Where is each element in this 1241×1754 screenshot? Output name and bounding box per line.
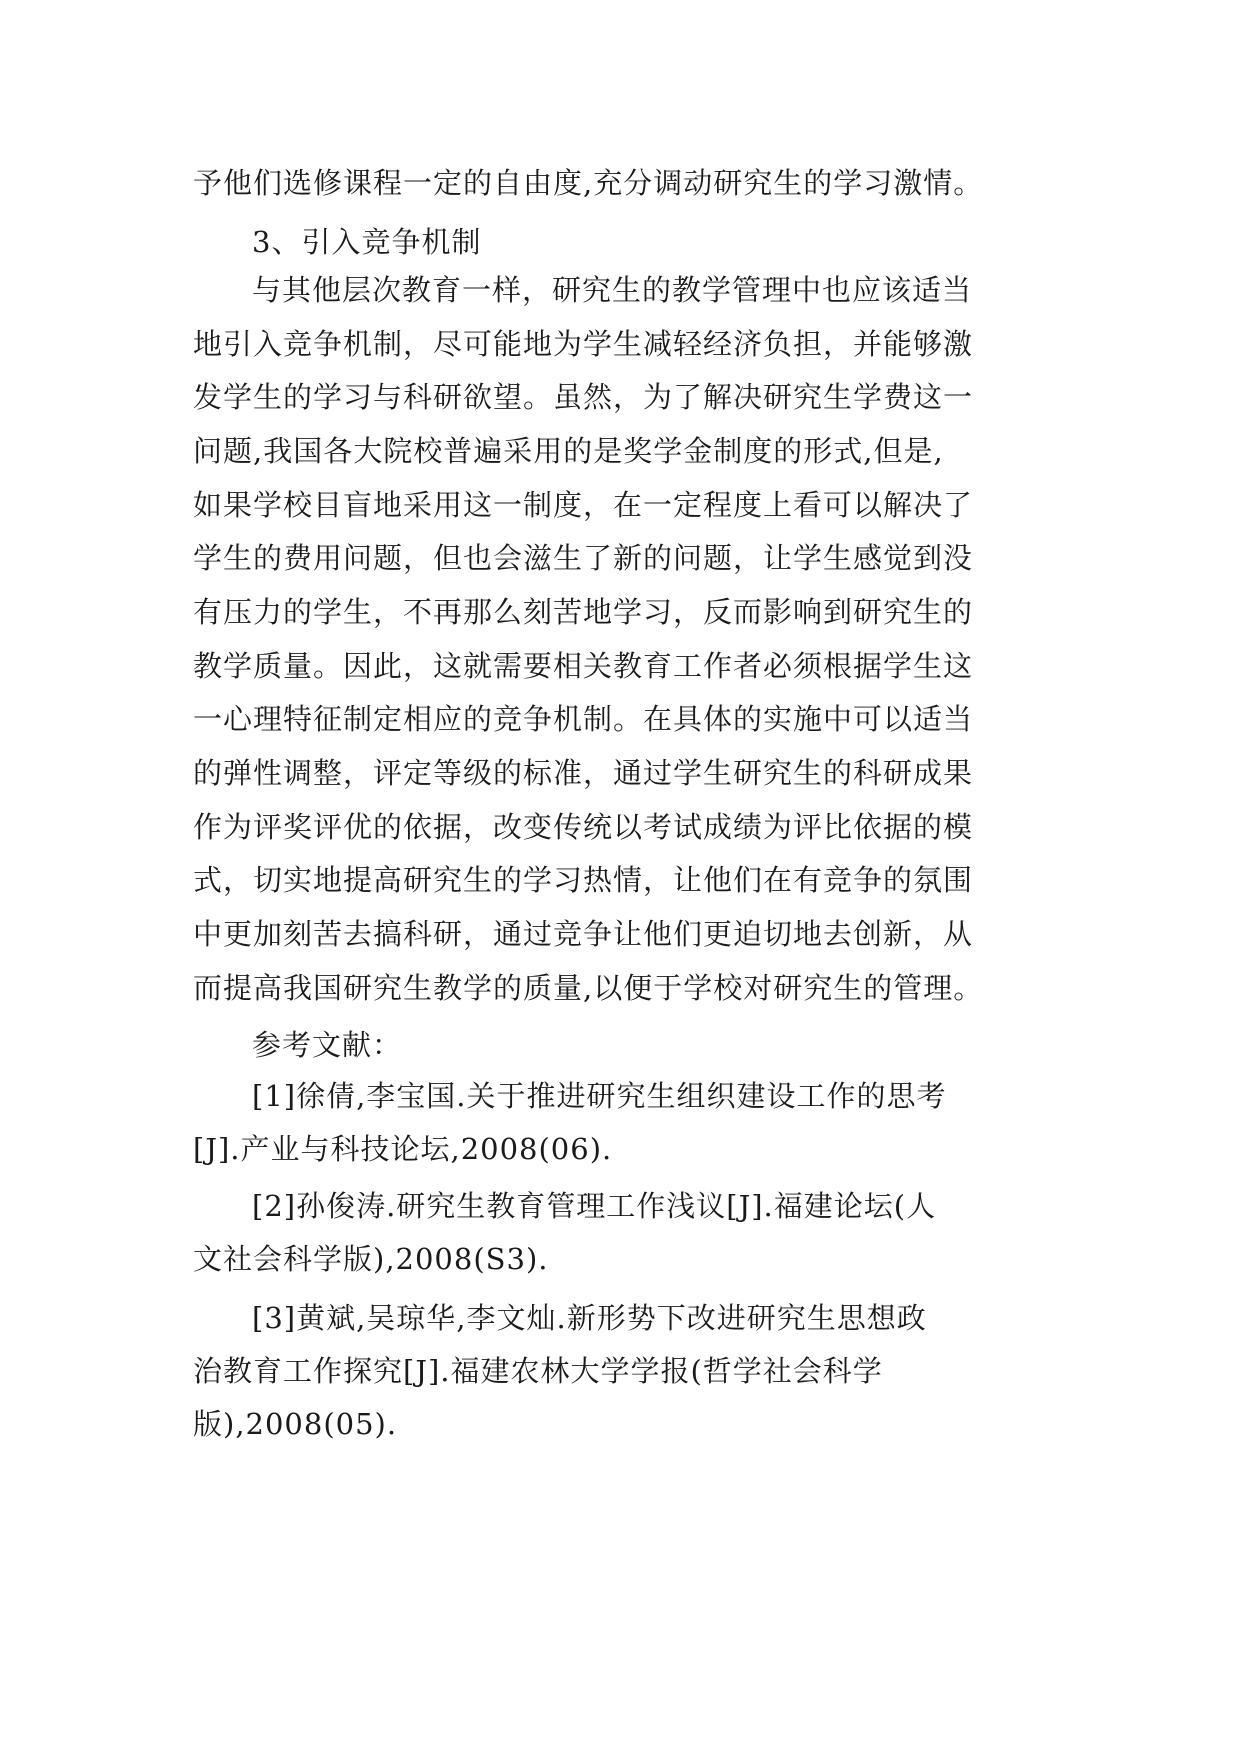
body-line: 教学质量。因此，这就需要相关教育工作者必须根据学生这 <box>193 649 974 683</box>
body-line: 中更加刻苦去搞科研，通过竞争让他们更迫切地去创新，从 <box>193 917 974 951</box>
reference-line: 版),2008(05). <box>193 1407 398 1441</box>
reference-line: [1]徐倩,李宝国.关于推进研究生组织建设工作的思考 <box>252 1079 947 1113</box>
body-line: 与其他层次教育一样，研究生的教学管理中也应该适当 <box>252 273 973 307</box>
reference-line: [2]孙俊涛.研究生教育管理工作浅议[J].福建论坛(人 <box>252 1189 937 1223</box>
body-line: 而提高我国研究生教学的质量,以便于学校对研究生的管理。 <box>193 971 984 1005</box>
reference-line: 文社会科学版),2008(S3). <box>193 1242 549 1276</box>
reference-line: [J].产业与科技论坛,2008(06). <box>193 1132 613 1166</box>
body-line: 式，切实地提高研究生的学习热情，让他们在有竞争的氛围 <box>193 863 974 897</box>
body-line: 的弹性调整，评定等级的标准，通过学生研究生的科研成果 <box>193 756 974 790</box>
section-heading: 3、引入竞争机制 <box>252 225 482 259</box>
reference-line: 治教育工作探究[J].福建农林大学学报(哲学社会科学 <box>193 1354 883 1388</box>
references-heading: 参考文献： <box>252 1028 403 1062</box>
body-line: 有压力的学生，不再那么刻苦地学习，反而影响到研究生的 <box>193 595 974 629</box>
body-line: 一心理特征制定相应的竞争机制。在具体的实施中可以适当 <box>193 702 974 736</box>
paragraph-continuation: 予他们选修课程一定的自由度,充分调动研究生的学习激情。 <box>193 166 984 200</box>
body-line: 地引入竞争机制，尽可能地为学生减轻经济负担，并能够激 <box>193 327 974 361</box>
body-line: 学生的费用问题，但也会滋生了新的问题，让学生感觉到没 <box>193 541 974 575</box>
reference-line: [3]黄斌,吴琼华,李文灿.新形势下改进研究生思想政 <box>252 1301 927 1335</box>
body-line: 问题,我国各大院校普遍采用的是奖学金制度的形式,但是, <box>193 434 944 468</box>
body-line: 如果学校目盲地采用这一制度，在一定程度上看可以解决了 <box>193 488 974 522</box>
body-line: 发学生的学习与科研欲望。虽然，为了解决研究生学费这一 <box>193 380 974 414</box>
body-line: 作为评奖评优的依据，改变传统以考试成绩为评比依据的模 <box>193 810 974 844</box>
